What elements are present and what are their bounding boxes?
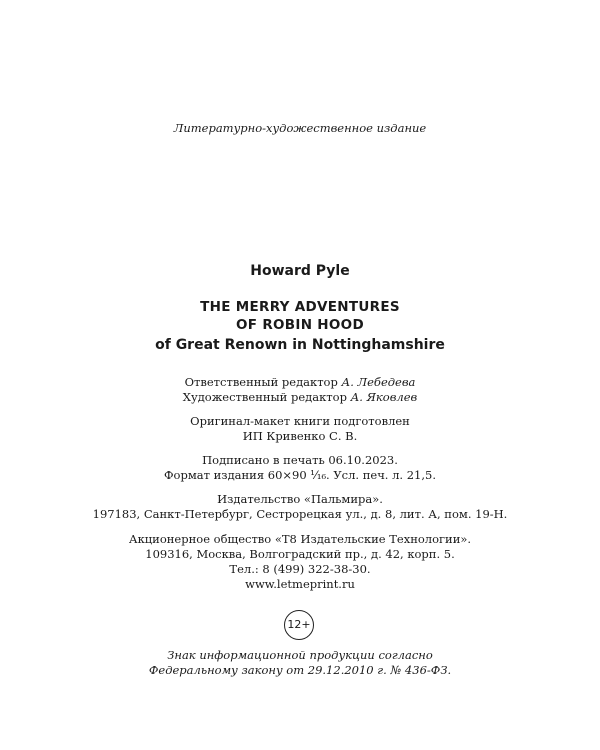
printer-line: Акционерное общество «Т8 Издательские Технологии».: [128, 532, 472, 546]
editors-block: [0, 375, 600, 405]
art-editor: [0, 390, 600, 405]
publisher-line: 197183, Санкт-Петербург, Сестрорецкая ул., д. 8, лит. А, пом. 19-Н.: [92, 507, 508, 521]
printer-line: 109316, Москва, Волгоградский пр., д. 42, корп. 5.: [145, 547, 455, 561]
publisher-line: Издательство «Пальмира».: [217, 492, 383, 506]
responsible-editor-label: Ответственный редактор: [184, 375, 342, 389]
layout-credit-line: Оригинал-макет книги подготовлен: [190, 414, 410, 428]
print-info-line: Подписано в печать 06.10.2023.: [202, 453, 398, 467]
book-title-line: THE MERRY ADVENTURES: [200, 299, 400, 315]
printer-info: [0, 532, 600, 592]
book-title: [0, 298, 600, 334]
age-rating-note-line: Знак информационной продукции согласно: [167, 648, 433, 662]
print-info-line: Формат издания 60×90 ¹⁄₁₆. Усл. печ. л. 21,5.: [163, 468, 436, 482]
publisher-info: [0, 492, 600, 522]
layout-credit-line: ИП Кривенко С. В.: [242, 429, 358, 443]
art-editor-name: А. Яковлев: [350, 390, 418, 404]
art-editor-label: Художественный редактор: [182, 390, 351, 404]
age-rating-note-line: Федеральному закону от 29.12.2010 г. № 436-ФЗ.: [148, 663, 452, 677]
age-rating-badge: 12+: [284, 610, 314, 640]
book-title-line: OF ROBIN HOOD: [236, 317, 364, 333]
responsible-editor: [0, 375, 600, 390]
age-rating-note: [0, 648, 600, 678]
printer-website: www.letmeprint.ru: [245, 577, 355, 591]
responsible-editor-name: А. Лебедева: [341, 375, 416, 389]
edition-type-note: Литературно-художественное издание: [173, 121, 427, 135]
book-subtitle: of Great Renown in Nottinghamshire: [155, 337, 445, 353]
print-info: [0, 453, 600, 483]
layout-credit: [0, 414, 600, 444]
printer-line: Тел.: 8 (499) 322-38-30.: [229, 562, 371, 576]
book-author: Howard Pyle: [250, 263, 350, 279]
